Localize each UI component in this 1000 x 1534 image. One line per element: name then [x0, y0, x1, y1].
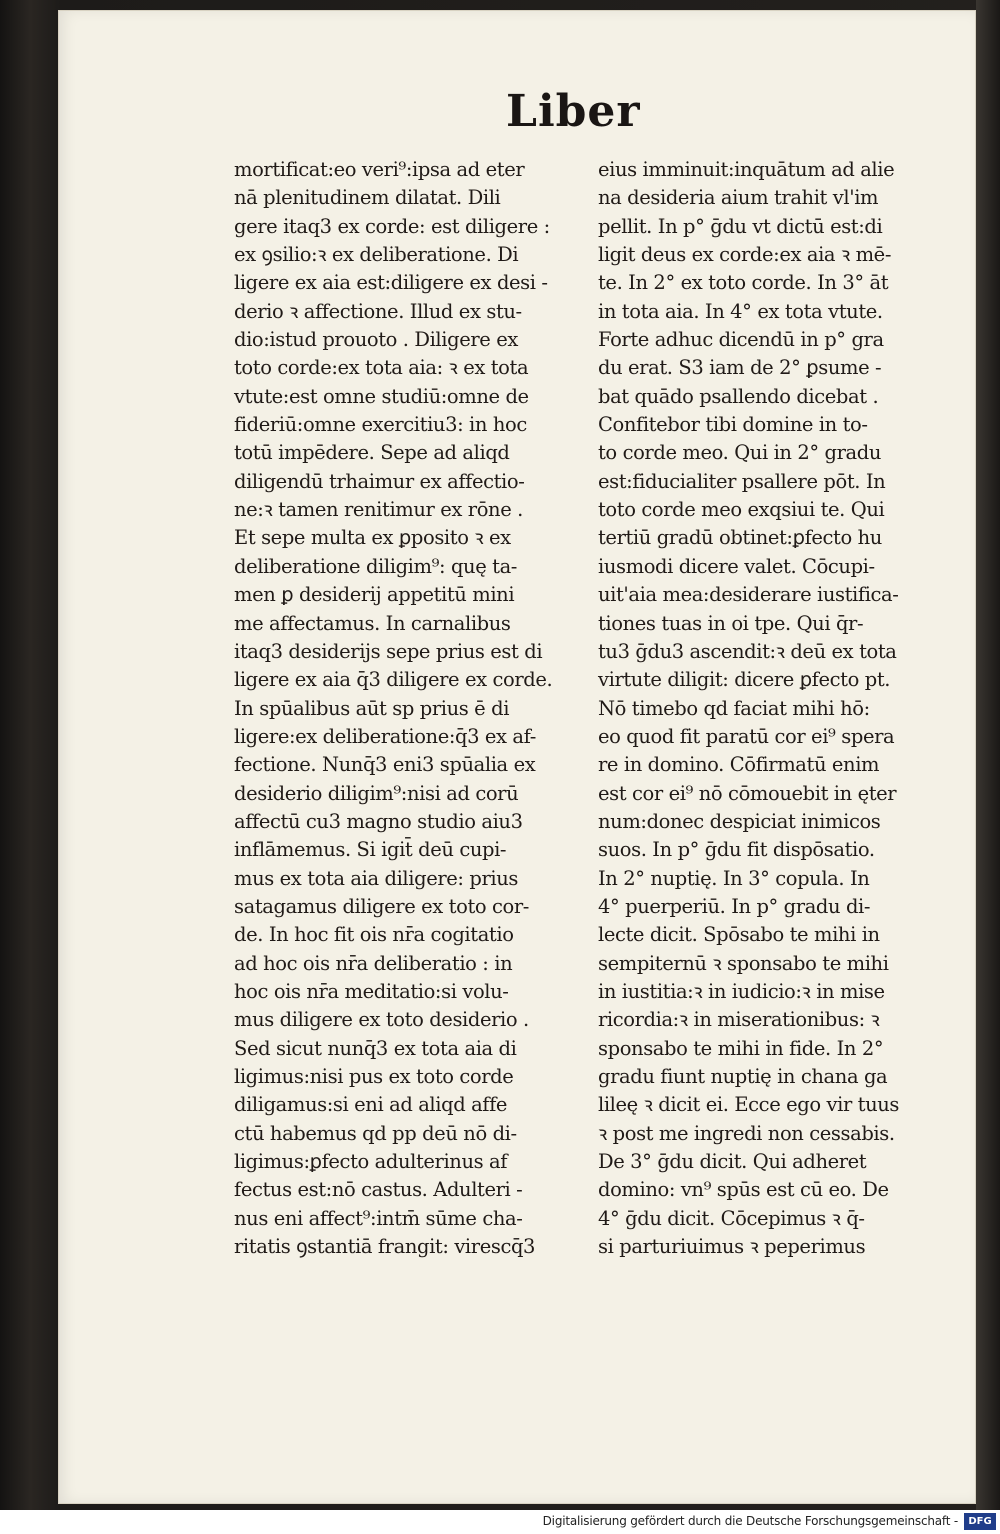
text-line: Confitebor tibi domine in to-	[598, 413, 868, 437]
text-line: sempiternū ꝛ sponsabo te mihi	[598, 951, 889, 975]
text-line: ligere ex aia q̄3 diligere ex corde.	[234, 668, 553, 692]
text-line: Forte adhuc dicendū in p° gra	[598, 328, 884, 352]
text-line: tiones tuas in oi tpe. Qui q̄r-	[598, 611, 864, 635]
text-line: nā plenitudinem dilatat. Dili	[234, 186, 501, 210]
text-line: deliberatione diligim⁹: quę ta-	[234, 554, 517, 578]
text-line: ligere:ex deliberatione:q̄3 ex af-	[234, 724, 536, 748]
text-line: inflāmemus. Si igit̄ deū cupi-	[234, 838, 507, 862]
text-line: ligit deus ex corde:ex aia ꝛ mē-	[598, 243, 892, 267]
text-line: diligamus:si eni ad aliqd affe	[234, 1093, 508, 1117]
text-line: tu3 ḡdu3 ascendit:ꝛ deū ex tota	[598, 639, 897, 663]
text-line: est cor ei⁹ nō cōmouebit in ęter	[598, 781, 897, 805]
text-line: Sed sicut nunq̄3 ex tota aia di	[234, 1036, 517, 1060]
text-line: dio:istud prouoto . Diligere ex	[234, 328, 518, 352]
text-line: in iustitia:ꝛ in iudicio:ꝛ in mise	[598, 979, 885, 1003]
text-column-right	[598, 156, 948, 1261]
text-line: ctū habemus qd pp deū nō di-	[234, 1121, 517, 1145]
text-line: mus diligere ex toto desiderio .	[234, 1008, 529, 1032]
text-line: uit'aia mea:desiderare iustifica-	[598, 583, 899, 607]
text-line: ricordia:ꝛ in miserationibus: ꝛ	[598, 1008, 880, 1032]
dfg-logo: DFG	[964, 1513, 996, 1530]
text-line: virtute diligit: dicere ꝑfecto pt.	[598, 668, 891, 692]
text-line: mortificat:eo veri⁹:ipsa ad eter	[234, 158, 525, 181]
text-line: ne:ꝛ tamen renitimur ex rōne .	[234, 498, 523, 522]
footer-bar	[0, 1510, 1000, 1534]
text-line: iusmodi dicere valet. Cōcupi-	[598, 554, 875, 578]
text-line: fectione. Nunq̄3 eni3 spūalia ex	[234, 753, 536, 777]
text-line: suos. In p° ḡdu fit dispōsatio.	[598, 838, 875, 862]
text-line: 4° ḡdu dicit. Cōcepimus ꝛ q̄-	[598, 1206, 865, 1230]
text-line: bat quādo psallendo dicebat .	[598, 384, 879, 408]
text-line: pellit. In p° ḡdu vt dictū est:di	[598, 214, 883, 238]
text-line: du erat. S3 iam de 2° ꝑsume -	[598, 356, 882, 380]
text-line: si parturiuimus ꝛ peperimus	[598, 1235, 866, 1259]
text-line: toto corde:ex tota aia: ꝛ ex tota	[234, 356, 529, 380]
text-line: to corde meo. Qui in 2° gradu	[598, 441, 882, 465]
text-line: te. In 2° ex toto corde. In 3° āt	[598, 271, 889, 295]
text-line: derio ꝛ affectione. Illud ex stu-	[234, 299, 522, 323]
text-line: toto corde meo exqsiui te. Qui	[598, 498, 885, 522]
text-line: gere itaq3 ex corde: est diligere :	[234, 214, 550, 238]
text-line: totū impēdere. Sepe ad aliqd	[234, 441, 510, 465]
text-line: diligendū trhaimur ex affectio-	[234, 469, 525, 493]
text-line: ligere ex aia est:diligere ex desi -	[234, 271, 548, 295]
text-line: satagamus diligere ex toto cor-	[234, 894, 529, 918]
text-line: num:donec despiciat inimicos	[598, 809, 881, 833]
text-line: In 2° nuptię. In 3° copula. In	[598, 866, 870, 890]
text-line: In spūalibus aūt sp prius ē di	[234, 696, 510, 720]
text-line: 4° puerperiū. In p° gradu di-	[598, 894, 871, 918]
text-line: gradu fiunt nuptię in chana ga	[598, 1065, 888, 1088]
text-line: me affectamus. In carnalibus	[234, 611, 511, 635]
text-line: ligimus:ꝑfecto adulterinus af	[234, 1150, 508, 1174]
text-line: in tota aia. In 4° ex tota vtute.	[598, 299, 883, 323]
text-line: Et sepe multa ex ꝑposito ꝛ ex	[234, 526, 511, 550]
text-column-left	[234, 156, 578, 1261]
text-line: eo quod fit paratū cor ei⁹ spera	[598, 724, 895, 748]
text-line: eius imminuit:inquātum ad alie	[598, 158, 895, 181]
text-line: est:fiducialiter psallere pōt. In	[598, 469, 886, 493]
text-line: fectus est:nō castus. Adulteri -	[234, 1178, 523, 1202]
text-line: Nō timebo qd faciat mihi hō:	[598, 696, 870, 720]
text-line: affectū cu3 magno studio aiu3	[234, 809, 523, 833]
text-line: de. In hoc fit ois nr̄a cogitatio	[234, 923, 514, 947]
text-line: sponsabo te mihi in fide. In 2°	[598, 1036, 884, 1060]
text-line: hoc ois nr̄a meditatio:si volu-	[234, 979, 509, 1003]
text-line: De 3° ḡdu dicit. Qui adheret	[598, 1150, 867, 1174]
text-line: vtute:est omne studiū:omne de	[234, 384, 529, 408]
text-line: itaq3 desiderijs sepe prius est di	[234, 639, 543, 663]
text-line: re in domino. Cōfirmatū enim	[598, 753, 880, 777]
text-line: mus ex tota aia diligere: prius	[234, 866, 518, 890]
text-line: lileę ꝛ dicit ei. Ecce ego vir tuus	[598, 1093, 900, 1117]
footer-credit: Digitalisierung gefördert durch die Deutsche Forschungsgemeinschaft -	[542, 1514, 958, 1528]
text-line: desiderio diligim⁹:nisi ad corū	[234, 781, 519, 805]
text-line: nus eni affect⁹:intm̄ sūme cha-	[234, 1206, 523, 1230]
text-line: ad hoc ois nr̄a deliberatio : in	[234, 951, 513, 975]
book-edge	[976, 0, 1000, 1510]
text-line: fideriū:omne exercitiu3: in hoc	[234, 413, 527, 437]
text-line: ex ꝯsilio:ꝛ ex deliberatione. Di	[234, 243, 519, 267]
text-line: ꝛ post me ingredi non cessabis.	[598, 1121, 895, 1145]
text-line: tertiū gradū obtinet:ꝑfecto hu	[598, 526, 882, 550]
text-line: domino: vn⁹ spūs est cū eo. De	[598, 1178, 889, 1202]
text-line: ritatis ꝯstantiā frangit: virescq̄3	[234, 1235, 536, 1259]
text-line: ligimus:nisi pus ex toto corde	[234, 1065, 514, 1088]
running-head: Liber	[506, 86, 641, 137]
text-line: men ꝑ desiderij appetitū mini	[234, 583, 515, 607]
text-line: na desideria aium trahit vl'im	[598, 186, 879, 210]
text-line: lecte dicit. Spōsabo te mihi in	[598, 923, 880, 947]
